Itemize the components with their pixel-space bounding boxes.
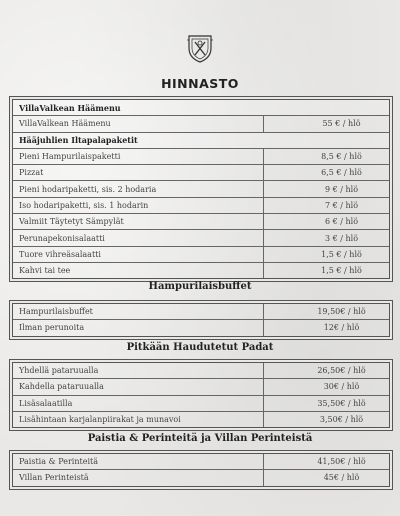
menu-item-price: 19,50€ / hlö — [317, 307, 366, 317]
menu-item-row — [13, 379, 389, 395]
menu-section-padat — [12, 362, 390, 428]
menu-item-name: Hampurilaisbuffet — [13, 304, 264, 319]
menu-item-name: Kahdella pataruualla — [13, 379, 264, 394]
section-title: Paistia & Perinteitä ja Villan Perinteistä — [87, 433, 313, 444]
menu-item-price: 26,50€ / hlö — [317, 366, 366, 376]
menu-item-name: Paistia & Perinteitä — [13, 454, 264, 469]
page-title: HINNASTO — [161, 76, 239, 91]
menu-item-row — [13, 263, 389, 278]
menu-item-row — [13, 304, 389, 320]
menu-item-name: Perunapekonisalaatti — [13, 230, 264, 245]
menu-item-name: Ilman perunoita — [13, 320, 264, 335]
section-title: Pitkään Haudutetut Padat — [126, 342, 274, 353]
menu-item-price: 41,50€ / hlö — [317, 457, 366, 467]
menu-item-name: Kahvi tai tee — [13, 263, 264, 278]
menu-item-row — [13, 149, 389, 165]
menu-item-row — [13, 470, 389, 485]
menu-item-row — [13, 165, 389, 181]
group-header-label: Hääjuhlien Iltapalapaketit — [19, 135, 138, 146]
menu-item-price: 1,5 € / hlö — [321, 266, 362, 276]
menu-item-price: 35,50€ / hlö — [317, 398, 366, 408]
menu-item-price: 6 € / hlö — [324, 217, 359, 227]
menu-item-price: 3,50€ / hlö — [319, 415, 364, 425]
menu-item-price: 9 € / hlö — [324, 184, 359, 194]
menu-item-row — [13, 247, 389, 263]
menu-item-row — [13, 320, 389, 335]
menu-item-price: 8,5 € / hlö — [321, 152, 362, 162]
menu-item-name: Tuore vihreäsalaatti — [13, 247, 264, 262]
menu-item-name: Yhdellä pataruualla — [13, 363, 264, 378]
menu-group-header — [13, 133, 389, 149]
menu-item-name: Villan Perinteistä — [13, 470, 264, 485]
menu-item-price: 1,5 € / hlö — [321, 249, 362, 259]
menu-section-paistia — [12, 453, 390, 487]
menu-section-iltapala — [12, 99, 390, 279]
menu-item-name: Pizzat — [13, 165, 264, 180]
menu-item-row — [13, 181, 389, 197]
menu-item-price: 45€ / hlö — [323, 473, 360, 483]
menu-item-row — [13, 396, 389, 412]
menu-item-price: 30€ / hlö — [323, 382, 360, 392]
menu-item-row — [13, 198, 389, 214]
menu-item-price: 7 € / hlö — [324, 200, 359, 210]
menu-item-price: 3 € / hlö — [324, 233, 359, 243]
menu-item-price: 55 € / hlö — [322, 119, 361, 129]
menu-group-header — [13, 100, 389, 116]
group-header-label: VillaValkean Häämenu — [19, 102, 121, 113]
menu-item-row — [13, 214, 389, 230]
menu-item-row — [13, 116, 389, 132]
menu-item-name: Lisähintaan karjalanpiirakat ja munavoi — [13, 412, 264, 427]
menu-item-name: Pieni Hampurilaispaketti — [13, 149, 264, 164]
menu-item-row — [13, 454, 389, 470]
menu-item-row — [13, 363, 389, 379]
menu-section-hampurilaisbuffet — [12, 303, 390, 337]
menu-item-row — [13, 412, 389, 427]
menu-item-name: Lisäsalaatilla — [13, 396, 264, 411]
menu-item-row — [13, 230, 389, 246]
logo-crest-icon — [183, 30, 217, 64]
menu-item-price: 12€ / hlö — [323, 323, 360, 333]
menu-item-name: Iso hodaripaketti, sis. 1 hodarin — [13, 198, 264, 213]
menu-item-name: Valmiit Täytetyt Sämpylät — [13, 214, 264, 229]
menu-item-name: VillaValkean Häämenu — [13, 116, 264, 131]
menu-item-price: 6,5 € / hlö — [321, 168, 362, 178]
section-title: Hampurilaisbuffet — [148, 281, 252, 292]
menu-item-name: Pieni hodaripaketti, sis. 2 hodaria — [13, 181, 264, 196]
